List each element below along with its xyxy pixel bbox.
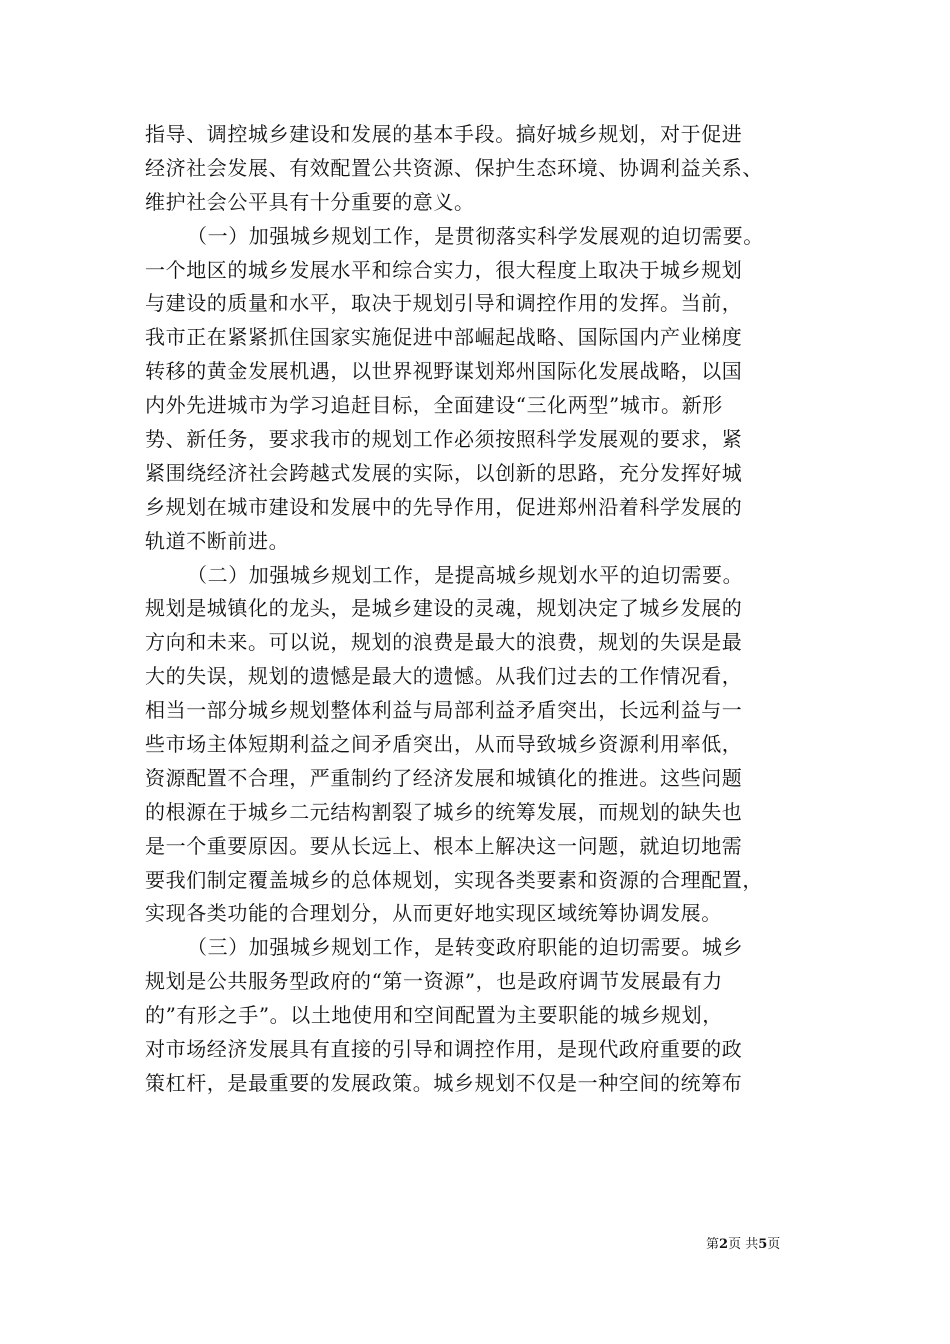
text-line: 对市场经济发展具有直接的引导和调控作用，是现代政府重要的政 bbox=[145, 1037, 743, 1062]
text-line: 转移的黄金发展机遇，以世界视野谋划郑州国际化发展战略，以国 bbox=[145, 359, 743, 384]
text-line: 势、新任务，要求我市的规划工作必须按照科学发展观的要求，紧 bbox=[145, 427, 743, 452]
text-line: 规划是公共服务型政府的“第一资源”，也是政府调节发展最有力 bbox=[145, 969, 723, 994]
text-line: 一个地区的城乡发展水平和综合实力，很大程度上取决于城乡规划 bbox=[145, 257, 743, 282]
text-line: 经济社会发展、有效配置公共资源、保护生态环境、协调利益关系、 bbox=[145, 155, 763, 180]
text-line: 规划是城镇化的龙头，是城乡建设的灵魂，规划决定了城乡发展的 bbox=[145, 596, 743, 621]
text-line: 大的失误，规划的遗憾是最大的遗憾。从我们过去的工作情况看， bbox=[145, 664, 743, 689]
current-page-number: 2 bbox=[719, 1237, 729, 1252]
text-line: 是一个重要原因。要从长远上、根本上解决这一问题，就迫切地需 bbox=[145, 833, 743, 858]
text-line: （三）加强城乡规划工作，是转变政府职能的迫切需要。城乡 bbox=[187, 935, 744, 960]
text-line: 策杠杆，是最重要的发展政策。城乡规划不仅是一种空间的统筹布 bbox=[145, 1070, 743, 1095]
page-footer bbox=[706, 1236, 780, 1254]
text-line: （二）加强城乡规划工作，是提高城乡规划水平的迫切需要。 bbox=[187, 562, 744, 587]
footer-suffix: 页 bbox=[767, 1237, 781, 1252]
footer-middle: 页 共 bbox=[728, 1237, 759, 1252]
text-line: 维护社会公平具有十分重要的意义。 bbox=[145, 189, 475, 214]
text-line: 内外先进城市为学习追赶目标，全面建设“三化两型”城市。新形 bbox=[145, 393, 723, 418]
total-pages-number: 5 bbox=[758, 1237, 768, 1252]
footer-prefix: 第 bbox=[706, 1237, 720, 1252]
text-line: （一）加强城乡规划工作，是贯彻落实科学发展观的迫切需要。 bbox=[187, 223, 764, 248]
text-line: 轨道不断前进。 bbox=[145, 528, 290, 553]
text-line: 些市场主体短期利益之间矛盾突出，从而导致城乡资源利用率低， bbox=[145, 732, 743, 757]
text-line: 方向和未来。可以说，规划的浪费是最大的浪费，规划的失误是最 bbox=[145, 630, 743, 655]
text-line: 乡规划在城市建设和发展中的先导作用，促进郑州沿着科学发展的 bbox=[145, 494, 743, 519]
text-line: 我市正在紧紧抓住国家实施促进中部崛起战略、国际国内产业梯度 bbox=[145, 325, 743, 350]
text-line: 与建设的质量和水平，取决于规划引导和调控作用的发挥。当前， bbox=[145, 291, 743, 316]
text-line: 相当一部分城乡规划整体利益与局部利益矛盾突出，长远利益与一 bbox=[145, 698, 743, 723]
text-line: 的”有形之手”。以土地使用和空间配置为主要职能的城乡规划， bbox=[145, 1003, 723, 1028]
text-line: 要我们制定覆盖城乡的总体规划，实现各类要素和资源的合理配置， bbox=[145, 867, 763, 892]
body-text bbox=[145, 118, 825, 1101]
text-line: 资源配置不合理，严重制约了经济发展和城镇化的推进。这些问题 bbox=[145, 765, 743, 790]
text-line: 指导、调控城乡建设和发展的基本手段。搞好城乡规划，对于促进 bbox=[145, 122, 743, 146]
text-line: 的根源在于城乡二元结构割裂了城乡的统筹发展，而规划的缺失也 bbox=[145, 799, 743, 824]
text-line: 紧围绕经济社会跨越式发展的实际，以创新的思路，充分发挥好城 bbox=[145, 460, 743, 485]
text-line: 实现各类功能的合理划分，从而更好地实现区域统筹协调发展。 bbox=[145, 901, 722, 926]
